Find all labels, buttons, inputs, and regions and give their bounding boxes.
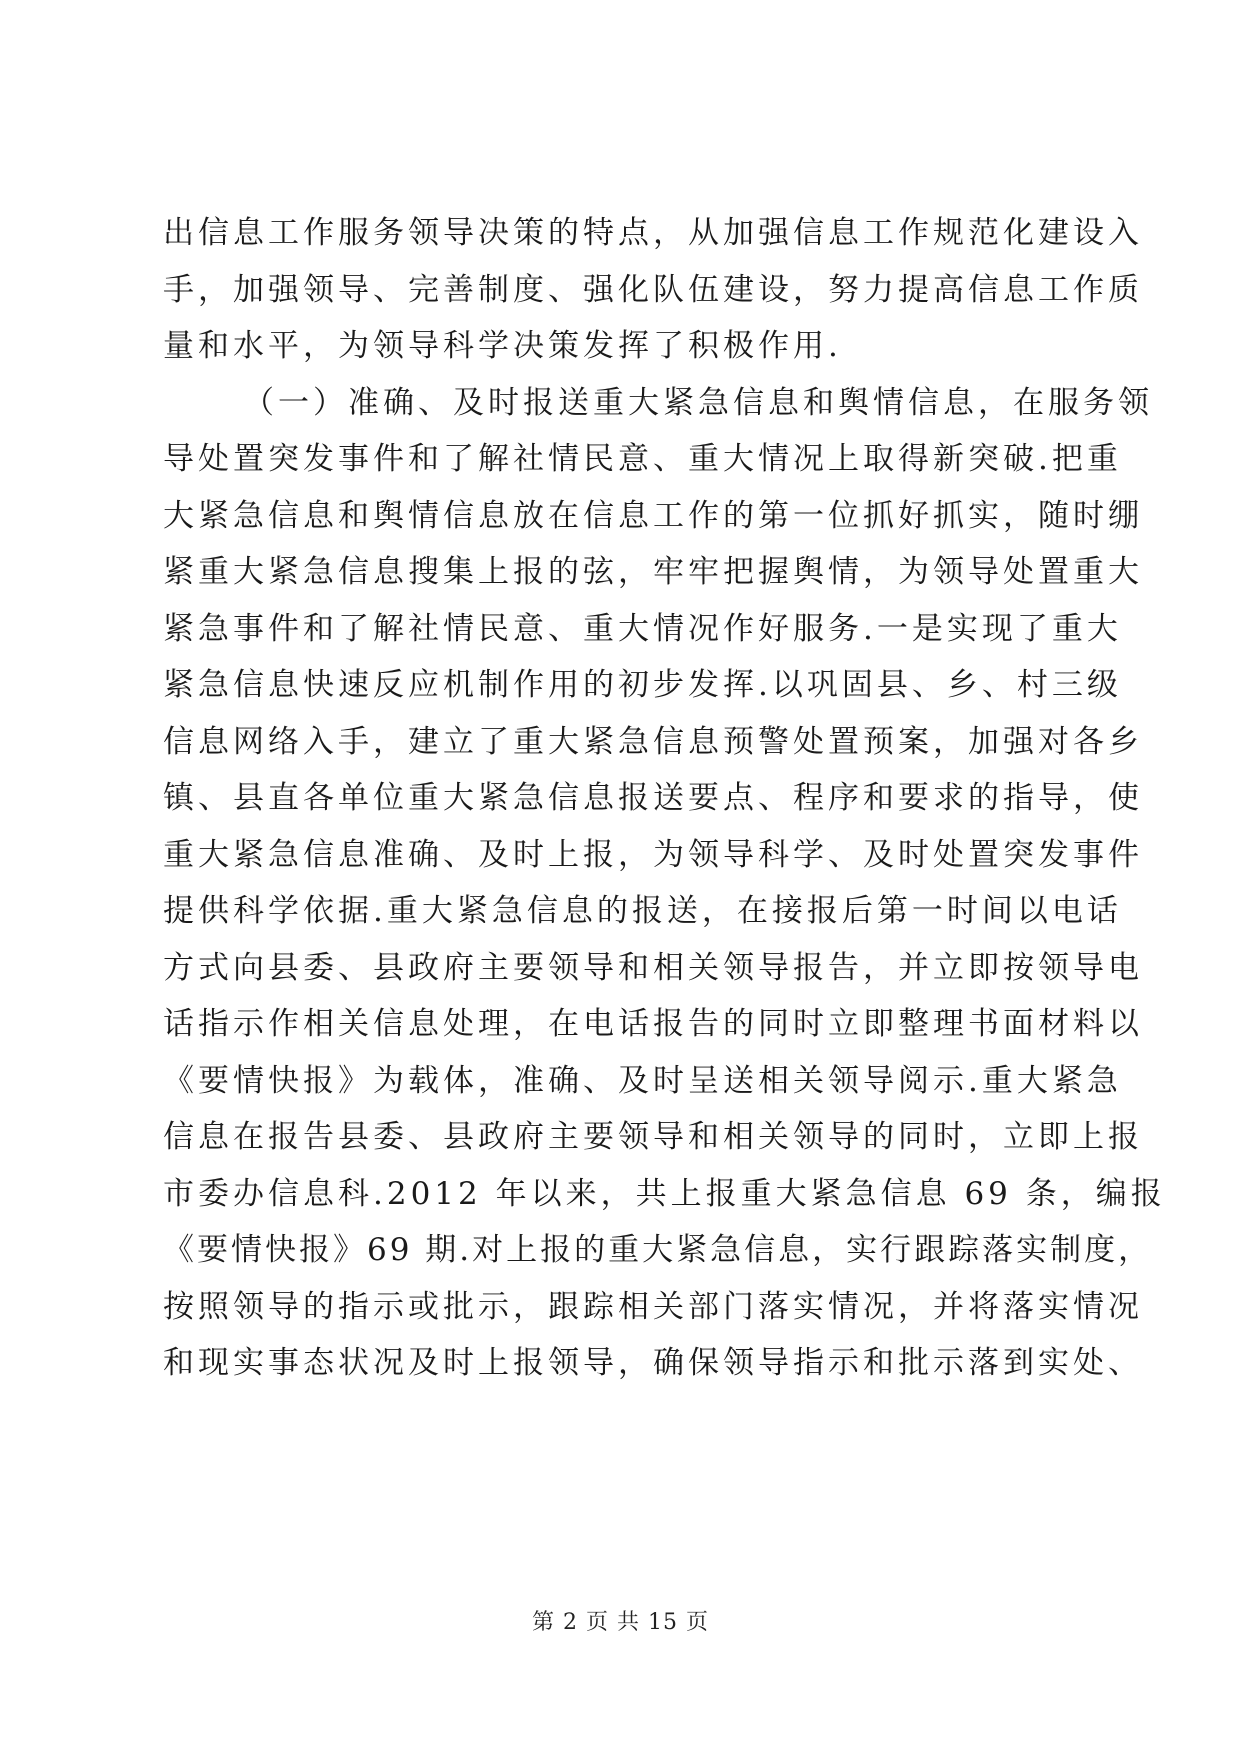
text-line: 市委办信息科.2012 年以来，共上报重大紧急信息 69 条，编报: [163, 1175, 1166, 1212]
text-line: 按照领导的指示或批示，跟踪相关部门落实情况，并将落实情况: [163, 1288, 1143, 1325]
text-line: 信息网络入手，建立了重大紧急信息预警处置预案，加强对各乡: [163, 723, 1143, 760]
text-line: 导处置突发事件和了解社情民意、重大情况上取得新突破.把重: [163, 441, 1122, 477]
text-line: 紧重大紧急信息搜集上报的弦，牢牢把握舆情，为领导处置重大: [163, 554, 1143, 590]
text-line: 镇、县直各单位重大紧急信息报送要点、程序和要求的指导，使: [163, 780, 1143, 816]
section-heading-line: （一）准确、及时报送重大紧急信息和舆情信息，在服务领: [243, 384, 1153, 421]
text-line: 手，加强领导、完善制度、强化队伍建设，努力提高信息工作质: [163, 271, 1143, 308]
text-line: 话指示作相关信息处理，在电话报告的同时立即整理书面材料以: [163, 1006, 1143, 1042]
body-text: [163, 205, 1166, 1392]
text-line: 紧急事件和了解社情民意、重大情况作好服务.一是实现了重大: [163, 610, 1122, 647]
text-line: 重大紧急信息准确、及时上报，为领导科学、及时处置突发事件: [163, 836, 1143, 873]
text-line: 《要情快报》69 期.对上报的重大紧急信息，实行跟踪落实制度，: [163, 1232, 1153, 1268]
text-line: 提供科学依据.重大紧急信息的报送，在接报后第一时间以电话: [163, 893, 1122, 929]
text-line: 紧急信息快速反应机制作用的初步发挥.以巩固县、乡、村三级: [163, 667, 1122, 703]
text-line: 量和水平，为领导科学决策发挥了积极作用.: [163, 328, 842, 364]
text-line: 《要情快报》为载体，准确、及时呈送相关领导阅示.重大紧急: [163, 1062, 1122, 1099]
text-line: 方式向县委、县政府主要领导和相关领导报告，并立即按领导电: [163, 949, 1143, 986]
text-line: 出信息工作服务领导决策的特点，从加强信息工作规范化建设入: [163, 215, 1143, 251]
text-line: 大紧急信息和舆情信息放在信息工作的第一位抓好抓实，随时绷: [163, 497, 1143, 534]
page-number-footer: 第 2 页 共 15 页: [532, 1610, 709, 1635]
text-line: 和现实事态状况及时上报领导，确保领导指示和批示落到实处、: [163, 1345, 1143, 1381]
text-line: 信息在报告县委、县政府主要领导和相关领导的同时，立即上报: [163, 1119, 1143, 1155]
